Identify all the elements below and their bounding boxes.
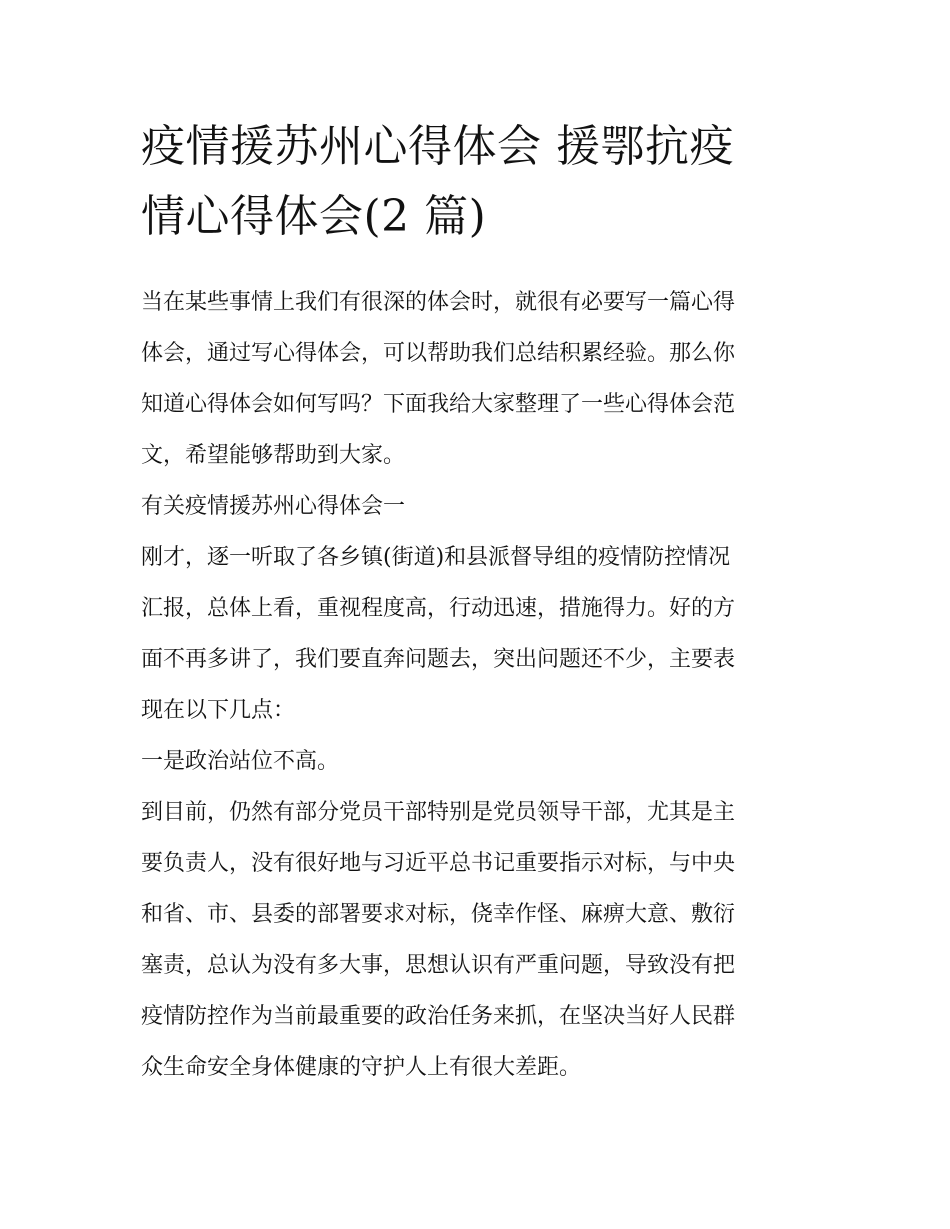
document-page: [141, 112, 813, 1093]
text-line: 文，希望能够帮助到大家。: [141, 443, 406, 468]
text-line: 到目前，仍然有部分党员干部特别是党员领导干部，尤其是主: [141, 800, 736, 825]
text-line: 面不再多讲了，我们要直奔问题去，突出问题还不少，主要表: [141, 647, 736, 672]
body-paragraph: [141, 532, 813, 736]
text-line: 要负责人，没有很好地与习近平总书记重要指示对标，与中央: [141, 851, 736, 876]
text-line: 汇报，总体上看，重视程度高，行动迅速，措施得力。好的方: [141, 596, 736, 621]
title-line: 疫情援苏州心得体会 援鄂抗疫: [141, 121, 734, 172]
text-line: 众生命安全身体健康的守护人上有很大差距。: [141, 1055, 582, 1080]
section-heading: [141, 481, 813, 532]
text-line: 体会，通过写心得体会，可以帮助我们总结积累经验。那么你: [141, 341, 736, 366]
text-line: 刚才，逐一听取了各乡镇(街道)和县派督导组的疫情防控情况: [141, 545, 731, 570]
text-line: 有关疫情援苏州心得体会一: [141, 494, 406, 519]
text-line: 塞责，总认为没有多大事，思想认识有严重问题，导致没有把: [141, 953, 736, 978]
text-line: 当在某些事情上我们有很深的体会时，就很有必要写一篇心得: [141, 290, 736, 315]
intro-paragraph: [141, 277, 813, 481]
text-line: 和省、市、县委的部署要求对标，侥幸作怪、麻痹大意、敷衍: [141, 902, 736, 927]
document-title: [141, 112, 813, 252]
title-line: 情心得体会(2 篇): [141, 191, 487, 242]
body-paragraph: [141, 787, 813, 1093]
text-line: 疫情防控作为当前最重要的政治任务来抓，在坚决当好人民群: [141, 1004, 736, 1029]
text-line: 现在以下几点：: [141, 698, 296, 723]
text-line: 知道心得体会如何写吗？下面我给大家整理了一些心得体会范: [141, 392, 736, 417]
text-line: 一是政治站位不高。: [141, 749, 340, 774]
point-heading: [141, 736, 813, 787]
